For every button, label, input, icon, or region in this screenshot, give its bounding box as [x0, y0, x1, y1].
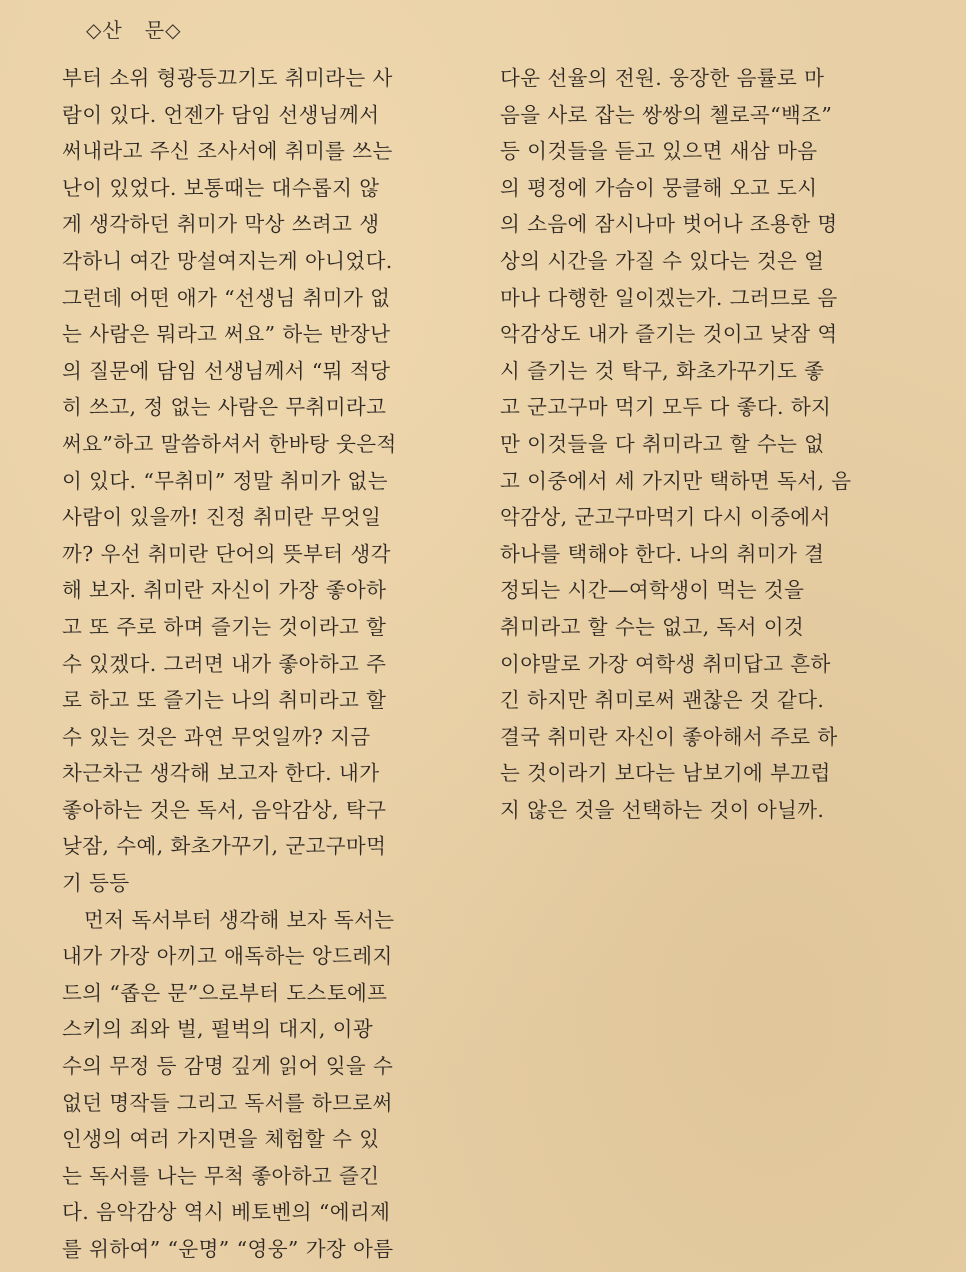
text-line: 하나를 택해야 한다. 나의 취미가 결 — [500, 541, 825, 566]
text-line: 이야말로 가장 여학생 취미답고 흔하 — [500, 651, 831, 676]
text-line: 마나 다행한 일이겠는가. 그러므로 음 — [500, 285, 838, 310]
text-line: 의 소음에 잠시나마 벗어나 조용한 명 — [500, 212, 838, 237]
text-line: 스키의 죄와 벌, 펄벅의 대지, 이광 — [62, 1017, 374, 1042]
text-line: 고 이중에서 세 가지만 택하면 독서, 음 — [500, 468, 852, 493]
text-line: 만 이것들을 다 취미라고 할 수는 없 — [500, 431, 825, 456]
text-line: 차근차근 생각해 보고자 한다. 내가 — [62, 761, 380, 786]
text-line: 그런데 어떤 애가 “선생님 취미가 없 — [62, 285, 391, 310]
text-line: 상의 시간을 가질 수 있다는 것은 얼 — [500, 248, 825, 273]
text-line: 음을 사로 잡는 쌍쌍의 첼로곡“백조” — [500, 102, 833, 127]
text-line: 사람이 있을까! 진정 취미란 무엇일 — [62, 505, 382, 530]
text-line: 는 독서를 나는 무척 좋아하고 즐긴 — [62, 1163, 380, 1188]
text-line: 는 사람은 뭐라고 써요” 하는 반장난 — [62, 322, 391, 347]
text-line: 드의 “좁은 문”으로부터 도스토에프 — [62, 980, 388, 1005]
text-line: 악감상, 군고구마먹기 다시 이중에서 — [500, 505, 831, 530]
text-line: 수 있는 것은 과연 무엇일까? 지금 — [62, 724, 371, 749]
text-line: 고 또 주로 하며 즐기는 것이라고 할 — [62, 614, 387, 639]
text-line: 해 보자. 취미란 자신이 가장 좋아하 — [62, 578, 387, 603]
text-line: 없던 명작들 그리고 독서를 하므로써 — [62, 1090, 393, 1115]
text-line: 내가 가장 아끼고 애독하는 앙드레지 — [62, 944, 393, 969]
text-line: 고 군고구마 먹기 모두 다 좋다. 하지 — [500, 395, 832, 420]
right-column — [500, 60, 900, 828]
text-line: 정되는 시간—여학생이 먹는 것을 — [500, 578, 805, 603]
text-line: 다. 음악감상 역시 베토벤의 “에리제 — [62, 1200, 391, 1225]
text-line: 써요”하고 말씀하셔서 한바탕 웃은적 — [62, 431, 397, 456]
text-line: 수의 무정 등 감명 깊게 읽어 잊을 수 — [62, 1054, 394, 1079]
text-line: 의 질문에 담임 선생님께서 “뭐 적당 — [62, 358, 391, 383]
text-line: 취미라고 할 수는 없고, 독서 이것 — [500, 614, 805, 639]
left-column — [62, 60, 462, 1268]
text-line: 다운 선율의 전원. 웅장한 음률로 마 — [500, 66, 825, 90]
text-line: 부터 소위 형광등끄기도 취미라는 사 — [62, 66, 393, 90]
text-line: 먼저 독서부터 생각해 보자 독서는 — [84, 907, 395, 932]
text-line: 낮잠, 수예, 화초가꾸기, 군고구마먹 — [62, 834, 387, 859]
text-line: 까? 우선 취미란 단어의 뜻부터 생각 — [62, 541, 391, 566]
text-line: 악감상도 내가 즐기는 것이고 낮잠 역 — [500, 322, 838, 347]
text-line: 로 하고 또 즐기는 나의 취미라고 할 — [62, 688, 387, 713]
text-line: 는 것이라기 보다는 남보기에 부끄럽 — [500, 761, 831, 786]
text-line: 인생의 여러 가지면을 체험할 수 있 — [62, 1127, 380, 1152]
text-line: 게 생각하던 취미가 막상 쓰려고 생 — [62, 212, 380, 237]
text-line: 등 이것들을 듣고 있으면 새삼 마음 — [500, 139, 818, 164]
text-line: 를 위하여” “운명” “영웅” 가장 아름 — [62, 1237, 394, 1261]
text-line: 긴 하지만 취미로써 괜찮은 것 같다. — [500, 688, 825, 713]
text-line: 히 쓰고, 정 없는 사람은 무취미라고 — [62, 395, 387, 420]
text-line: 각하니 여간 망설여지는게 아니었다. — [62, 248, 393, 273]
section-header: ◇산 문◇ — [86, 18, 182, 42]
text-line: 수 있겠다. 그러면 내가 좋아하고 주 — [62, 651, 387, 676]
text-line: 이 있다. “무취미” 정말 취미가 없는 — [62, 468, 388, 493]
text-line: 람이 있다. 언젠가 담임 선생님께서 — [62, 102, 380, 127]
text-line: 결국 취미란 자신이 좋아해서 주로 하 — [500, 724, 838, 749]
text-line: 지 않은 것을 선택하는 것이 아닐까. — [500, 797, 825, 822]
text-line: 기 등등 — [62, 871, 130, 896]
text-line: 난이 있었다. 보통때는 대수롭지 않 — [62, 175, 380, 200]
text-line: 써내라고 주신 조사서에 취미를 쓰는 — [62, 139, 393, 164]
text-line: 의 평정에 가슴이 뭉클해 오고 도시 — [500, 175, 818, 200]
text-line: 좋아하는 것은 독서, 음악감상, 탁구 — [62, 797, 387, 822]
text-line: 시 즐기는 것 탁구, 화초가꾸기도 좋 — [500, 358, 825, 383]
